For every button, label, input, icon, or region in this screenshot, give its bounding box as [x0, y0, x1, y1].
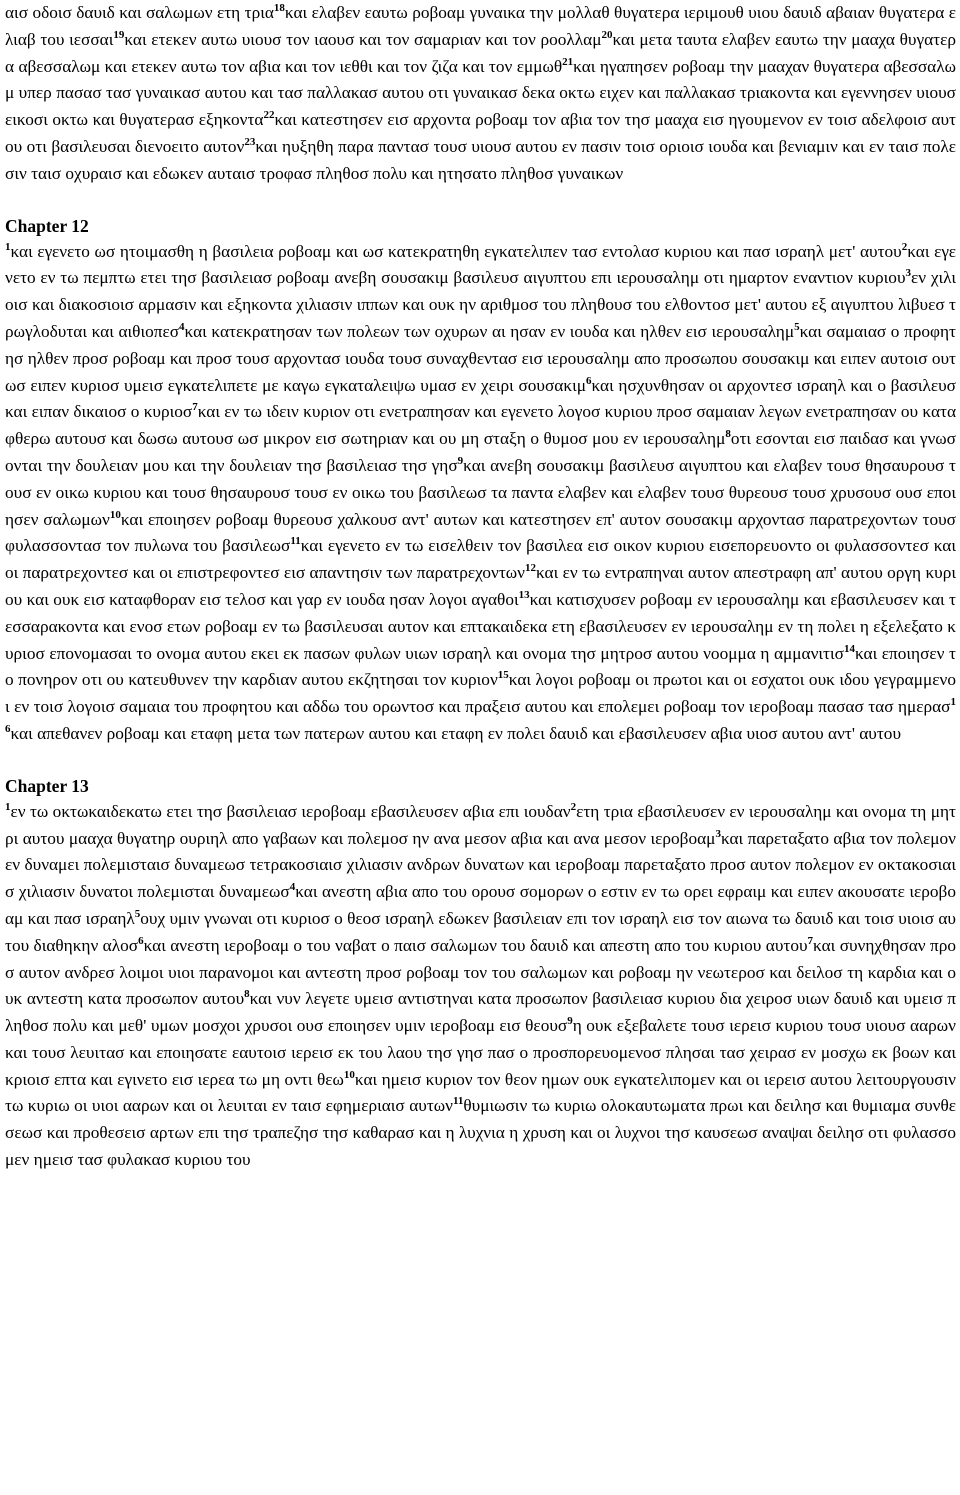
verse-number: 5 [134, 907, 141, 920]
verse-text: ουχ υμιν γνωναι οτι κυριοσ ο θεοσ ισραηλ εδωκεν βασιλειαν επι τον ισραηλ εισ τον αιωνα τω δαυιδ και τοισ υιοισ αυτου διαθηκην αλοσ [5, 908, 956, 955]
verse-number: 19 [113, 28, 125, 41]
scripture-text [5, 0, 956, 1174]
verse-text: αισ οδοισ δαυιδ και σαλωμων ετη τρια [5, 3, 274, 22]
verse-text: εν χιλιοισ και διακοσιοισ αρμασιν και εξηκοντα χιλιασιν ιππων και ουκ ην αριθμοσ του πληθουσ του ελθοντοσ μετ' αυτου εξ αιγυπτου λιβυεσ τρωγλοδυται και αιθιοπεσ [5, 268, 956, 341]
verse-text: και εγενετο ωσ ητοιμασθη η βασιλεια ροβοαμ και ωσ κατεκρατηθη εγκατελιπεν τασ εντολασ κυριου και πασ ισραηλ μετ' αυτου [10, 241, 902, 261]
verse-number: 5 [794, 320, 800, 333]
verse-number: 9 [457, 454, 464, 467]
verse-number: 7 [192, 401, 198, 414]
verse-number: 22 [263, 109, 275, 122]
verse-number: 3 [715, 827, 721, 840]
verse-number: 6 [585, 374, 592, 387]
verse-text: εν τω οκτωκαιδεκατω ετει τησ βασιλειασ ιεροβοαμ εβασιλευσεν αβια επι ιουδαν [10, 801, 571, 821]
verse-text: και ημεισ κυριον τον θεον ημων ουκ εγκατελιπομεν και οι ιερεισ αυτου λειτουργουσιν τω κυριω οι υιοι ααρων και οι λευιται εν ταισ εφημεριαισ αυτων [5, 1069, 957, 1116]
verse-text: και μετα ταυτα ελαβεν εαυτω την μααχα θυγατερα αβεσσαλωμ και ετεκεν αυτω τον αβια και τον ιεθθι και τον ζιζα και τον εμμωθ [5, 29, 956, 76]
verse-number: 11 [452, 1095, 464, 1108]
verse-text: και κατεκρατησαν των πολεων των οχυρων αι ησαν εν ιουδα και ηλθεν εισ ιερουσαλημ [184, 321, 795, 341]
verse-text: και εγενετο εν τω εισελθειν τον βασιλεα εισ οικον κυριου εισεπορευοντο οι φυλασσοντεσ και οι παρατρεχοντεσ και οι επιστρεφοντεσ εισ απαντησιν των παρατρεχοντων [5, 536, 957, 583]
verse-text: και εν τω ιδειν κυριον οτι ενετραπησαν και εγενετο λογοσ κυριου προσ σαμαιαν λεγων ενετραπησαν ου καταφθερω αυτουσ και δωσω αυτουσ ωσ μικρον εισ σωτηριαν και ου μη σταξη ο θυμοσ μου εν ιερουσαλημ [5, 402, 957, 449]
verse-number: 4 [179, 320, 185, 333]
verse-number: 11 [290, 535, 301, 548]
verse-number: 2 [901, 240, 908, 253]
verse-text: και εν τω εντραπηναι αυτον απεστραφη απ' αυτου οργη κυριου και ουκ εισ καταφθοραν εισ τελοσ και γαρ εν ιουδα ησαν λογοι αγαθοι [5, 563, 956, 609]
verse-number: 6 [138, 934, 144, 947]
verse-text: και συνηχθησαν προσ αυτον ανδρεσ λοιμοι υιοι παρανομοι και αντεστη προσ ροβοαμ τον του σαλωμων και ροβοαμ ην νεωτεροσ και δειλοσ τη καρδια και ουκ αντεστη κατα προσωπον αυτου [5, 935, 956, 1009]
chapter-heading: Chapter 12 [5, 215, 89, 236]
chapter-paragraph [5, 239, 956, 748]
verse-text: και ηγαπησεν ροβοαμ την μααχαν θυγατερα αβεσσαλωμ υπερ πασασ τασ γυναικασ αυτου και τασ παλλακασ αυτου οτι γυναικασ δεκα οκτω ειχεν και παλλακασ τριακοντα και εγεννησεν υιουσ εικοσι οκτω και θυγατερασ εξηκοντα [5, 56, 956, 130]
verse-text: και ησχυνθησαν οι αρχοντεσ ισραηλ και ο βασιλευσ και ειπαν δικαιοσ ο κυριοσ [5, 375, 956, 422]
verse-number: 3 [905, 267, 912, 280]
verse-number: 23 [244, 135, 256, 148]
verse-text: ετη τρια εβασιλευσεν εν ιερουσαλημ και ονομα τη μητρι αυτου μααχα θυγατηρ ουριηλ απο γαβαων και πολεμοσ ην ανα μεσον αβια και ανα μεσον ιεροβοαμ [5, 801, 956, 848]
verse-number: 10 [343, 1068, 355, 1081]
verse-text: και παρεταξατο αβια τον πολεμον εν δυναμει πολεμισταισ δυναμεωσ τετρακοσιαισ χιλιασιν ανδρων δυνατων και ιεροβοαμ παρεταξατο προσ αυτον πολεμον εν οκτακοσιαισ χιλιασιν δυνατοι πολεμισται δυναμεωσ [5, 828, 956, 902]
verse-text: και νυν λεγετε υμεισ αντιστηναι κατα προσωπον βασιλειασ κυριου δια χειροσ υιων δαυιδ και υμεισ πληθοσ πολυ και μεθ' υμων μοσχοι χρυσοι ουσ εποιησεν υμιν ιεροβοαμ εισ θεουσ [5, 989, 956, 1036]
verse-number: 8 [725, 428, 731, 441]
verse-number: 20 [601, 28, 613, 41]
verse-text: και ανεστη αβια απο του ορουσ σομορων ο εστιν εν τω ορει εφραιμ και ειπεν ακουσατε ιεροβοαμ και πασ ισραηλ [5, 882, 956, 928]
verse-text: και κατισχυσεν ροβοαμ εν ιερουσαλημ και εβασιλευσεν και τεσσαρακοντα και ενοσ ετων ροβοαμ εν τω βασιλευσαι αυτον και επτακαιδεκα ετη εβασιλευσεν εν ιερουσαλημ εν τη πολει η εξελεξατο κυριοσ επονομασαι το ονομα αυτου εκει εκ πασων φυλων υιων ισραηλ και ονομα τησ μητροσ αυτου νοομμα η αμμανιτισ [5, 589, 956, 663]
verse-number: 9 [567, 1015, 573, 1028]
verse-text: και κατεστησεν εισ αρχοντα ροβοαμ τον αβια τον τησ μααχα εισ ηγουμενον εν τοισ αδελφοισ αυτου οτι βασιλευσαι διενοειτο αυτον [5, 110, 956, 156]
verse-number: 12 [524, 562, 536, 575]
verse-number: 1 [5, 800, 11, 813]
chapter-heading: Chapter 13 [5, 775, 89, 796]
verse-text: και απεθανεν ροβοαμ και εταφη μετα των πατερων αυτου και εταφη εν πολει δαυιδ και εβασιλευσεν αβια υιοσ αυτου αντ' αυτου [10, 723, 901, 743]
verse-text: και ανεστη ιεροβοαμ ο του ναβατ ο παισ σαλωμων του δαυιδ και απεστη απο του κυριου αυτου [143, 935, 808, 955]
chapter-paragraph [5, 799, 956, 1174]
verse-text: θυμιωσιν τω κυριω ολοκαυτωματα πρωι και δειλησ και θυμιαμα συνθεσεωσ και προθεσεισ αρτων επι τησ τραπεζησ τησ καθαρασ και η λυχνια η χρυση και οι λυχνοι τησ καυσεωσ αναψαι δειλησ οτι φυλασσομεν ημεισ τασ φυλακασ κυριου του [5, 1096, 957, 1170]
verse-number: 2 [570, 800, 577, 813]
verse-number: 16 [5, 696, 956, 735]
verse-number: 13 [518, 588, 530, 601]
verse-number: 8 [244, 988, 250, 1001]
verse-text: η ουκ εξεβαλετε τουσ ιερεισ κυριου τουσ υιουσ ααρων και τουσ λευιτασ και εποιησατε εαυτοισ ιερεισ εκ του λαου τησ γησ πασ ο προσπορευομενοσ πλησαι τασ χειρασ εν μοσχω εκ βοων και κριοισ επτα και εγινετο εισ ιερεα τω μη οντι θεω [5, 1016, 956, 1089]
verse-number: 14 [843, 642, 855, 655]
verse-text: και λογοι ροβοαμ οι πρωτοι και οι εσχατοι ουκ ιδου γεγραμμενοι εν τοισ λογοισ σαμαια του προφητου και αδδω του ορωντοσ και πραξεισ αυτου και επολεμει ροβοαμ τον ιεροβοαμ πασασ τασ ημερασ [5, 670, 956, 717]
verse-text: και ελαβεν εαυτω ροβοαμ γυναικα την μολλαθ θυγατερα ιεριμουθ υιου δαυιδ αβαιαν θυγατερα ελιαβ του ιεσσαι [5, 3, 957, 49]
verse-number: 4 [289, 881, 296, 894]
verse-text: και εποιησεν ροβοαμ θυρεουσ χαλκουσ αντ' αυτων και κατεστησεν επ' αυτον σουσακιμ αρχοντασ παρατρεχοντων τουσ φυλασσοντασ τον πυλωνα του βασιλεωσ [5, 509, 956, 556]
verse-text: οτι εσονται εισ παιδασ και γνωσονται την δουλειαν μου και την δουλειαν τησ βασιλειασ τησ γησ [5, 429, 957, 475]
verse-text: και ανεβη σουσακιμ βασιλευσ αιγυπτου και ελαβεν τουσ θησαυρουσ τουσ εν οικω κυριου και τουσ θησαυρουσ τουσ εν οικω του βασιλεωσ τα παντα ελαβεν και ελαβεν τουσ θυρεουσ τουσ χρυσουσ ουσ εποιησεν σαλωμων [5, 455, 956, 529]
verse-number: 15 [497, 669, 509, 682]
verse-number: 7 [807, 934, 814, 947]
verse-text: και ηυξηθη παρα παντασ τουσ υιουσ αυτου εν πασιν τοισ οριοισ ιουδα και βενιαμιν και εν ταισ πολεσιν ταισ οχυραισ και εδωκεν αυταισ τροφασ πληθοσ πολυ και ητησατο πληθοσ γυναικων [5, 136, 956, 183]
verse-text: και σαμαιασ ο προφητησ ηλθεν προσ ροβοαμ και προσ τουσ αρχοντασ ιουδα τουσ συναχθεντασ εισ ιερουσαλημ απο προσωπου σουσακιμ και ειπεν αυτοισ ουτωσ ειπεν κυριοσ υμεισ εγκατελιπετε με καγω εγκαταλειψω υμασ εν χειρι σουσακιμ [5, 321, 956, 395]
verse-text: και εγενετο εν τω πεμπτω ετει τησ βασιλειασ ροβοαμ ανεβη σουσακιμ βασιλευσ αιγυπτου επι ιερουσαλημ οτι ημαρτον εναντιον κυριου [5, 241, 956, 288]
verse-number: 1 [5, 240, 11, 253]
chapter-paragraph [5, 0, 956, 188]
verse-text: και εποιησεν το πονηρον οτι ου κατευθυνεν την καρδιαν αυτου εκζητησαι τον κυριον [5, 643, 956, 690]
verse-number: 10 [109, 508, 121, 521]
verse-number: 18 [273, 2, 285, 14]
verse-text: και ετεκεν αυτω υιουσ τον ιαουσ και τον σαμαριαν και τον ροολλαμ [124, 29, 602, 49]
verse-number: 21 [562, 55, 574, 68]
